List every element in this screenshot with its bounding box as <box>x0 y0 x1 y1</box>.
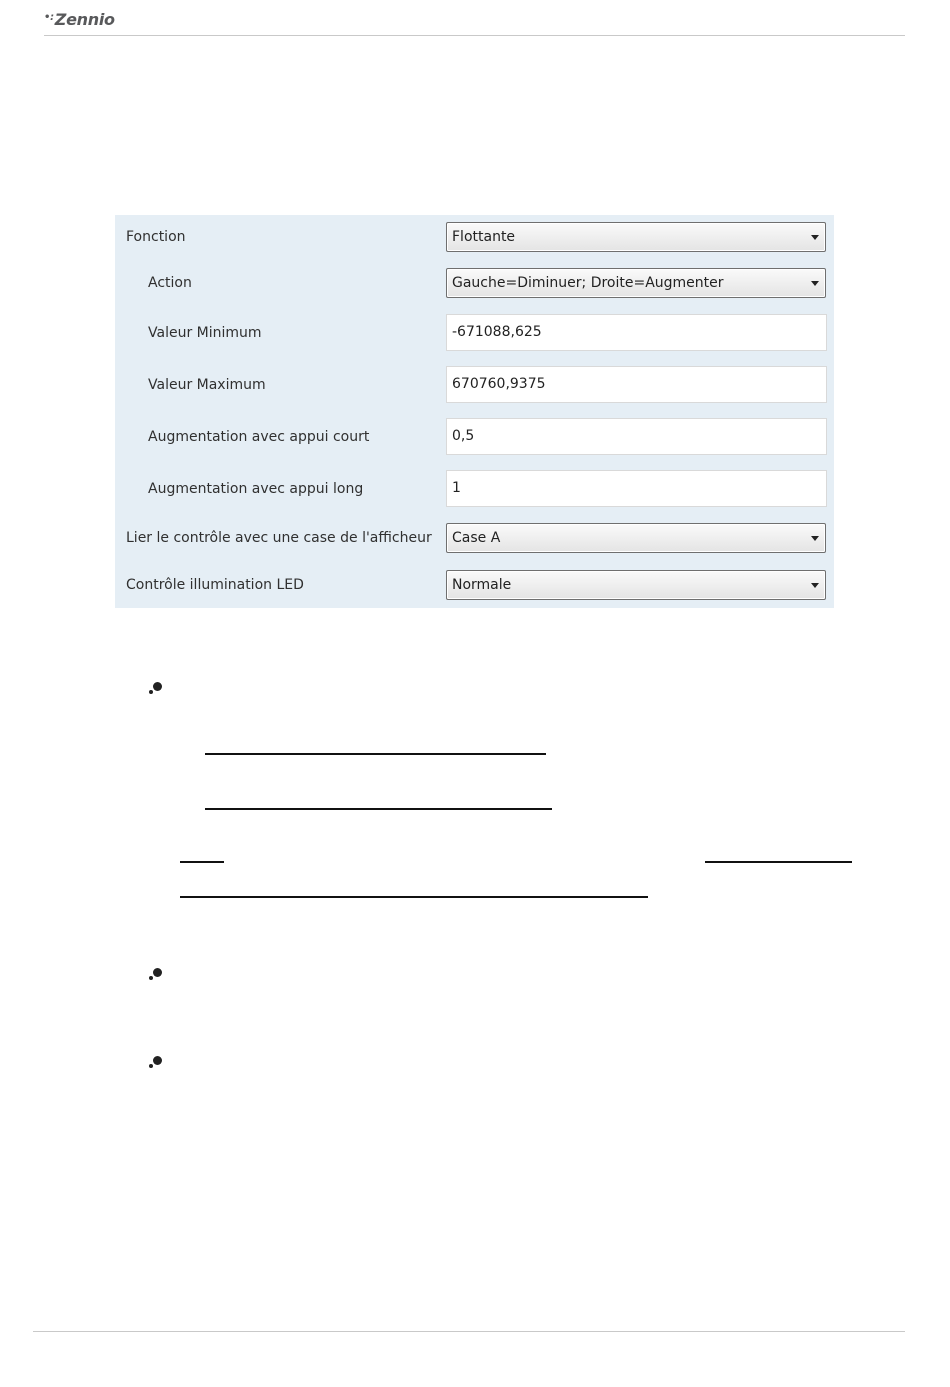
row-fonction <box>115 217 834 257</box>
lier-case-value: Case A <box>452 530 501 546</box>
row-appui-court <box>115 417 834 457</box>
action-value: Gauche=Diminuer; Droite=Augmenter <box>452 275 724 291</box>
lier-case-label: Lier le contrôle avec une case de l'afficheur <box>126 530 432 546</box>
valeur-maximum-field[interactable] <box>446 366 827 403</box>
underline-rule <box>180 861 224 863</box>
chevron-down-icon <box>811 235 819 240</box>
underline-rule <box>205 753 546 755</box>
bullet-icon <box>149 1056 163 1070</box>
valeur-minimum-field[interactable] <box>446 314 827 351</box>
fonction-label: Fonction <box>126 229 186 245</box>
chevron-down-icon <box>811 536 819 541</box>
valeur-minimum-value: -671088,625 <box>452 324 542 340</box>
row-led <box>115 565 834 605</box>
appui-long-field[interactable] <box>446 470 827 507</box>
row-valeur-maximum <box>115 365 834 405</box>
fonction-value: Flottante <box>452 229 516 245</box>
zennio-logo <box>44 10 115 29</box>
led-select[interactable] <box>446 570 826 600</box>
valeur-maximum-value: 670760,9375 <box>452 376 546 392</box>
appui-court-field[interactable] <box>446 418 827 455</box>
parameters-panel <box>115 215 834 608</box>
led-value: Normale <box>452 577 512 593</box>
action-label: Action <box>148 275 192 291</box>
bullet-icon <box>149 682 163 696</box>
action-select[interactable] <box>446 268 826 298</box>
logo-text: Zennio <box>54 10 115 29</box>
bullet-icon <box>149 968 163 982</box>
chevron-down-icon <box>811 583 819 588</box>
fonction-select[interactable] <box>446 222 826 252</box>
row-action <box>115 263 834 303</box>
underline-rule <box>180 896 648 898</box>
row-valeur-minimum <box>115 313 834 353</box>
chevron-down-icon <box>811 281 819 286</box>
row-lier-case <box>115 518 834 558</box>
appui-long-value: 1 <box>452 480 461 496</box>
logo-mark: •: <box>44 12 54 23</box>
appui-long-label: Augmentation avec appui long <box>148 481 364 497</box>
led-label: Contrôle illumination LED <box>126 577 304 593</box>
appui-court-value: 0,5 <box>452 428 475 444</box>
valeur-minimum-label: Valeur Minimum <box>148 325 262 341</box>
underline-rule <box>205 808 552 810</box>
footer-divider <box>33 1331 905 1332</box>
lier-case-select[interactable] <box>446 523 826 553</box>
appui-court-label: Augmentation avec appui court <box>148 429 370 445</box>
row-appui-long <box>115 469 834 509</box>
underline-rule <box>705 861 852 863</box>
header-divider <box>44 35 905 36</box>
valeur-maximum-label: Valeur Maximum <box>148 377 266 393</box>
